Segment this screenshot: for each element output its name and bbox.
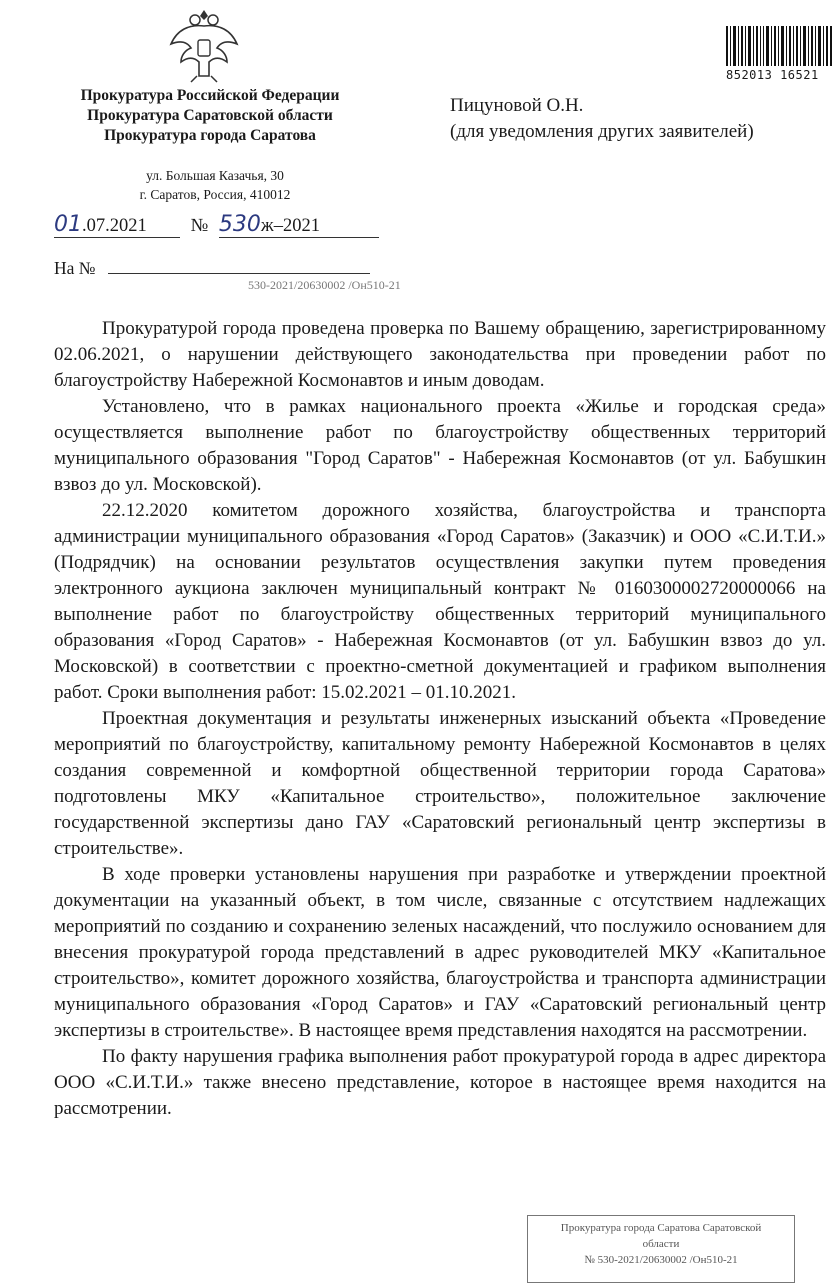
- reply-to-label: На №: [54, 258, 96, 278]
- paragraph: 22.12.2020 комитетом дорожного хозяйства, благоустройства и транспорта администрации муниципального образования «Город Саратов» (Заказчик) и ООО «С.И.Т.И.» (Подрядчик) на основании результатов осуществления закупки путем проведения электронного аукциона заключен муниципальный контракт № 0160300002720000066 на выполнение работ по благоустройству общественных территорий муниципального образования «Город Саратов» - Набережная Космонавтов (от ул. Бабушкин взвоз до ул. Московской) в соответствии с проектно-сметной документацией и графиком выполнения работ. Сроки выполнения работ: 15.02.2021 – 01.10.2021.: [54, 500, 826, 703]
- outgoing-number-rest: ж–2021: [260, 216, 320, 236]
- address-city: г. Саратов, Россия, 410012: [139, 187, 291, 202]
- header-line-2: Прокуратура Саратовской области: [87, 107, 333, 124]
- paragraph: Прокуратурой города проведена проверка по Вашему обращению, зарегистрированному 02.06.2021, о нарушении действующего законодательства при проведении работ по благоустройству Набережной Космонавтов и иным доводам.: [54, 318, 826, 391]
- paragraph: Установлено, что в рамках национального проекта «Жилье и городская среда» осуществляется выполнение работ по благоустройству общественных территорий муниципального образования "Город Саратов" - Набережная Космонавтов (от ул. Бабушкин взвоз до ул. Московской).: [54, 396, 826, 495]
- outgoing-date: [54, 212, 180, 238]
- coat-of-arms-emblem: [167, 4, 241, 84]
- recipient-name: Пицуновой О.Н.: [450, 95, 584, 116]
- paragraph: В ходе проверки установлены нарушения при разработке и утверждении проектной документации на указанный объект, в том числе, связанные с отсутствием надлежащих мероприятий по созданию и сохранению зеленых насаждений, что послужило основанием для внесения прокуратурой города представлений в адрес руководителей МКУ «Капитальное строительство», комитет дорожного хозяйства, благоустройства и транспорта администрации муниципального образования «Город Саратов» и ГАУ «Саратовский региональный центр экспертизы в строительстве». В настоящее время представления находятся на рассмотрении.: [54, 864, 826, 1041]
- outgoing-date-day: 01: [54, 212, 82, 237]
- paragraph: По факту нарушения графика выполнения работ прокуратурой города в адрес директора ООО «С.И.Т.И.» также внесено представление, которое в настоящее время находится на рассмотрении.: [54, 1046, 826, 1119]
- outgoing-number-hand: 530: [218, 212, 261, 237]
- registration-stamp: [527, 1215, 795, 1283]
- reference-number: 530-2021/20630002 /Он510-21: [248, 278, 401, 292]
- outgoing-number-label: №: [190, 216, 209, 236]
- letter-body: [54, 316, 826, 1122]
- stamp-line-1: Прокуратура города Саратова Саратовской: [560, 1222, 762, 1234]
- reply-to-row: [54, 258, 370, 279]
- paragraph: Проектная документация и результаты инженерных изысканий объекта «Проведение мероприятий по благоустройству, капитальному ремонту Набережной Космонавтов в целях создания современной и комфортной общественной территории города Саратова» подготовлены МКУ «Капитальное строительство», положительное заключение государственной экспертизы дано ГАУ «Саратовский региональный центр экспертизы в строительстве».: [54, 708, 826, 859]
- header-line-1: Прокуратура Российской Федерации: [80, 87, 340, 104]
- barcode-number: 852013 16521: [726, 68, 819, 82]
- reply-to-line: [108, 259, 370, 274]
- outgoing-number-row: [54, 212, 379, 238]
- address-street: ул. Большая Казачья, 30: [146, 168, 284, 183]
- stamp-line-2: области: [642, 1238, 680, 1250]
- recipient-note: (для уведомления других заявителей): [450, 121, 754, 142]
- header-line-3: Прокуратура города Саратова: [104, 127, 316, 144]
- recipient-block: [450, 93, 754, 145]
- outgoing-number: [219, 212, 379, 238]
- outgoing-date-rest: .07.2021: [82, 216, 147, 236]
- stamp-line-3: № 530-2021/20630002 /Он510-21: [584, 1254, 738, 1266]
